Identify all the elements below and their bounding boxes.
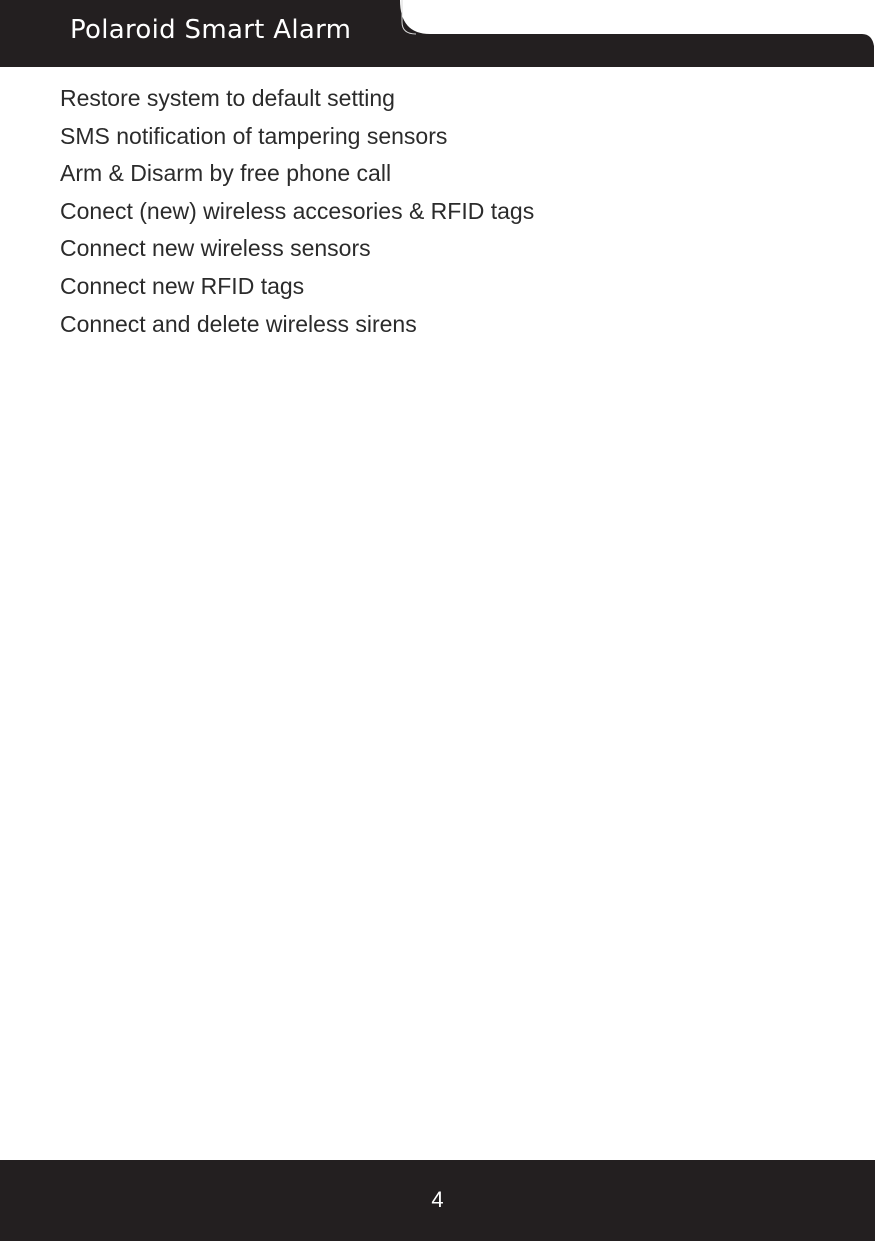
document-title: Polaroid Smart Alarm	[70, 15, 352, 45]
list-item: Connect new RFID tags	[60, 272, 305, 299]
content-area	[60, 80, 840, 343]
list-item: SMS notification of tampering sensors	[60, 122, 448, 149]
feature-list	[60, 80, 840, 343]
header-band	[0, 0, 875, 67]
list-item: Connect new wireless sensors	[60, 235, 371, 262]
list-item: Restore system to default setting	[60, 85, 395, 111]
page-number: 4	[431, 1187, 444, 1212]
list-item: Connect and delete wireless sirens	[60, 310, 417, 337]
list-item: Arm & Disarm by free phone call	[60, 160, 392, 187]
footer-band	[0, 1160, 875, 1241]
list-item: Conect (new) wireless accesories & RFID tags	[60, 197, 535, 224]
